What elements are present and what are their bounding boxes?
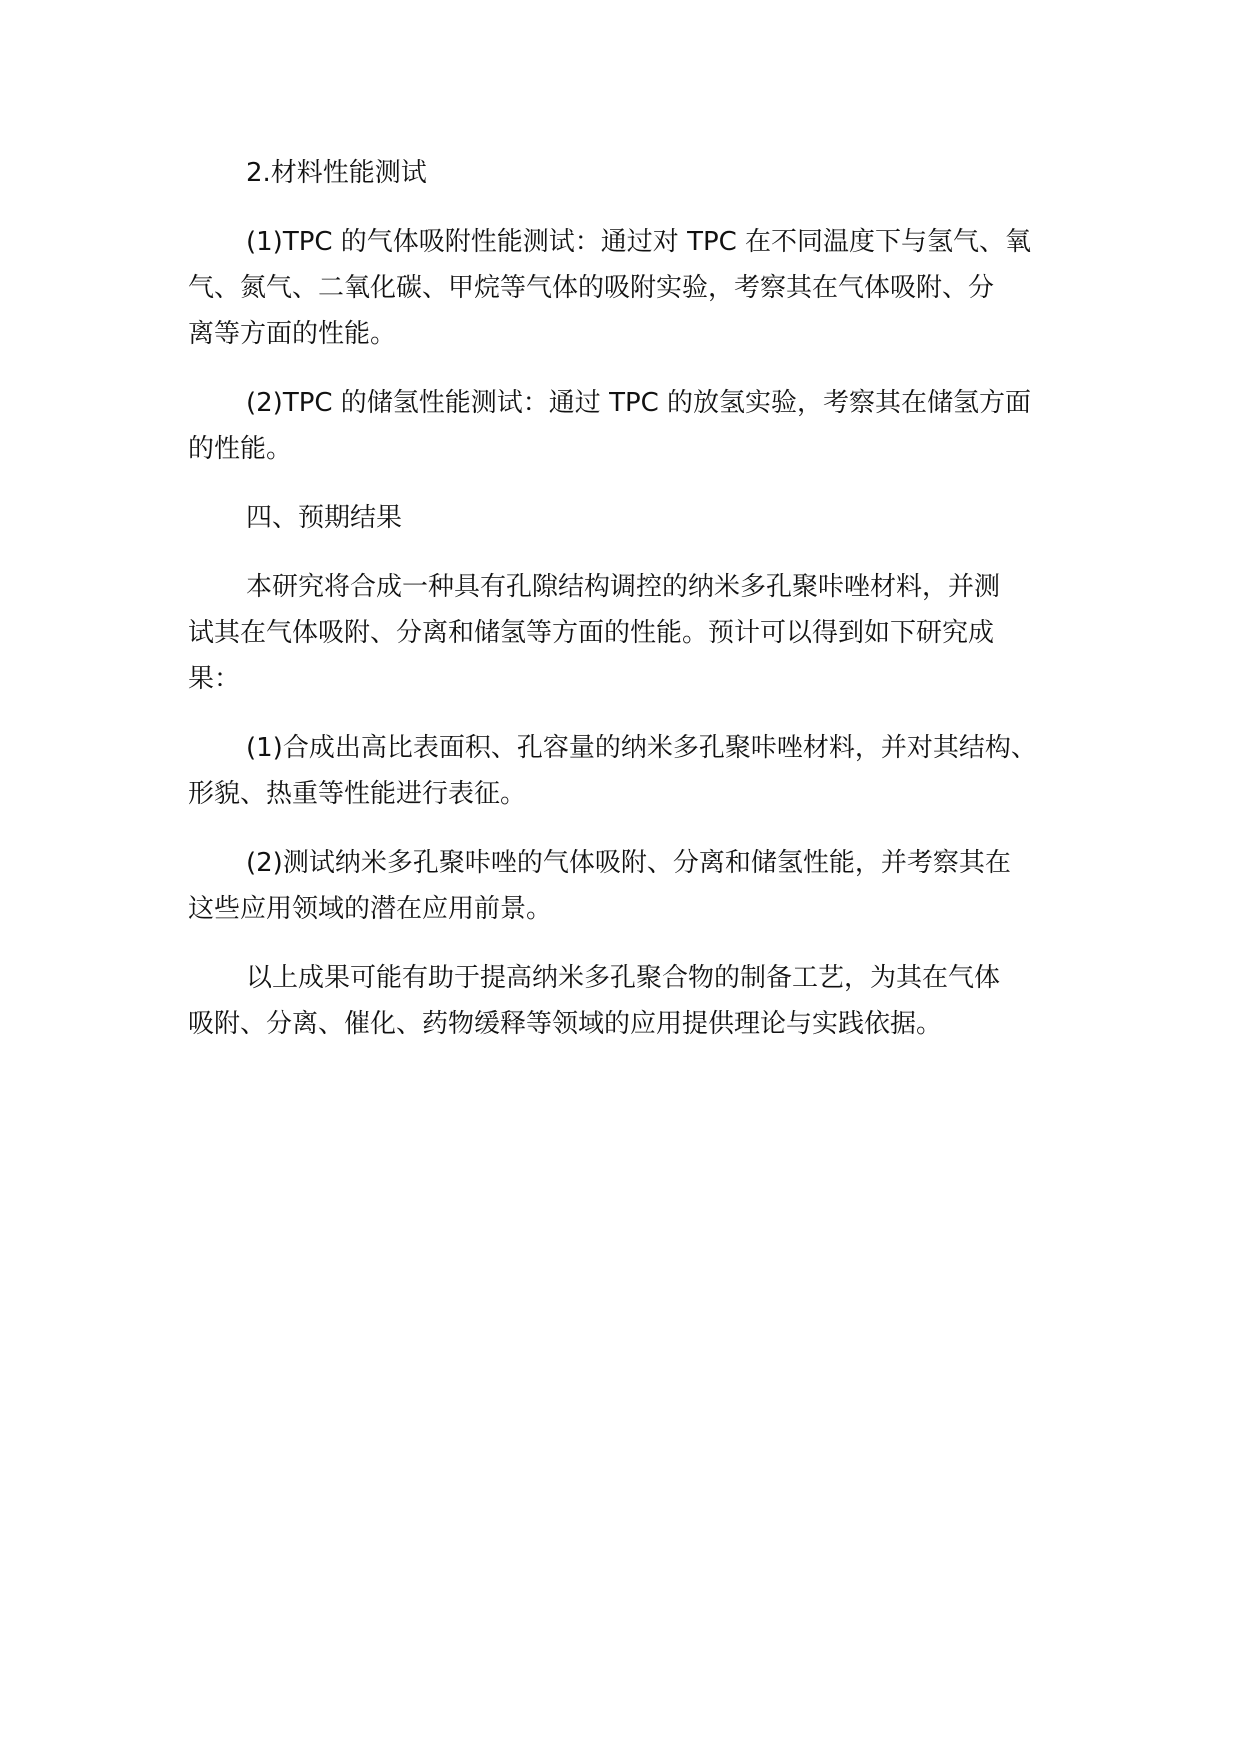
paragraph-line: (2)测试纳米多孔聚咔唑的气体吸附、分离和储氢性能，并考察其在 [246, 848, 1011, 878]
document-body [188, 150, 1068, 1070]
paragraph-expected-result-1 [188, 725, 1068, 817]
paragraph-line: 2.材料性能测试 [246, 158, 427, 188]
paragraph-line: 形貌、热重等性能进行表征。 [188, 779, 527, 809]
paragraph-line: (1)合成出高比表面积、孔容量的纳米多孔聚咔唑材料，并对其结构、 [246, 733, 1037, 763]
paragraph-line: 以上成果可能有助于提高纳米多孔聚合物的制备工艺，为其在气体 [246, 963, 1001, 993]
paragraph-gas-adsorption-test [188, 219, 1068, 357]
paragraph-line: 果： [188, 664, 241, 694]
paragraph-hydrogen-storage-test [188, 380, 1068, 472]
paragraph-line: (2)TPC 的储氢性能测试：通过 TPC 的放氢实验，考察其在储氢方面 [246, 388, 1032, 418]
paragraph-line: 本研究将合成一种具有孔隙结构调控的纳米多孔聚咔唑材料，并测 [246, 572, 1001, 602]
paragraph-line: 气、氮气、二氧化碳、甲烷等气体的吸附实验，考察其在气体吸附、分 [188, 273, 995, 303]
paragraph-research-summary [188, 564, 1068, 702]
paragraph-line: 试其在气体吸附、分离和储氢等方面的性能。预计可以得到如下研究成 [188, 618, 995, 648]
paragraph-line: 吸附、分离、催化、药物缓释等领域的应用提供理论与实践依据。 [188, 1009, 943, 1039]
section-heading-material-testing [188, 150, 1068, 196]
paragraph-expected-result-2 [188, 840, 1068, 932]
paragraph-line: 四、预期结果 [246, 503, 403, 533]
paragraph-line: (1)TPC 的气体吸附性能测试：通过对 TPC 在不同温度下与氢气、氧 [246, 227, 1032, 257]
paragraph-conclusion [188, 955, 1068, 1047]
paragraph-line: 这些应用领域的潜在应用前景。 [188, 894, 553, 924]
section-heading-expected-results [188, 495, 1068, 541]
paragraph-line: 离等方面的性能。 [188, 319, 397, 349]
paragraph-line: 的性能。 [188, 434, 293, 464]
